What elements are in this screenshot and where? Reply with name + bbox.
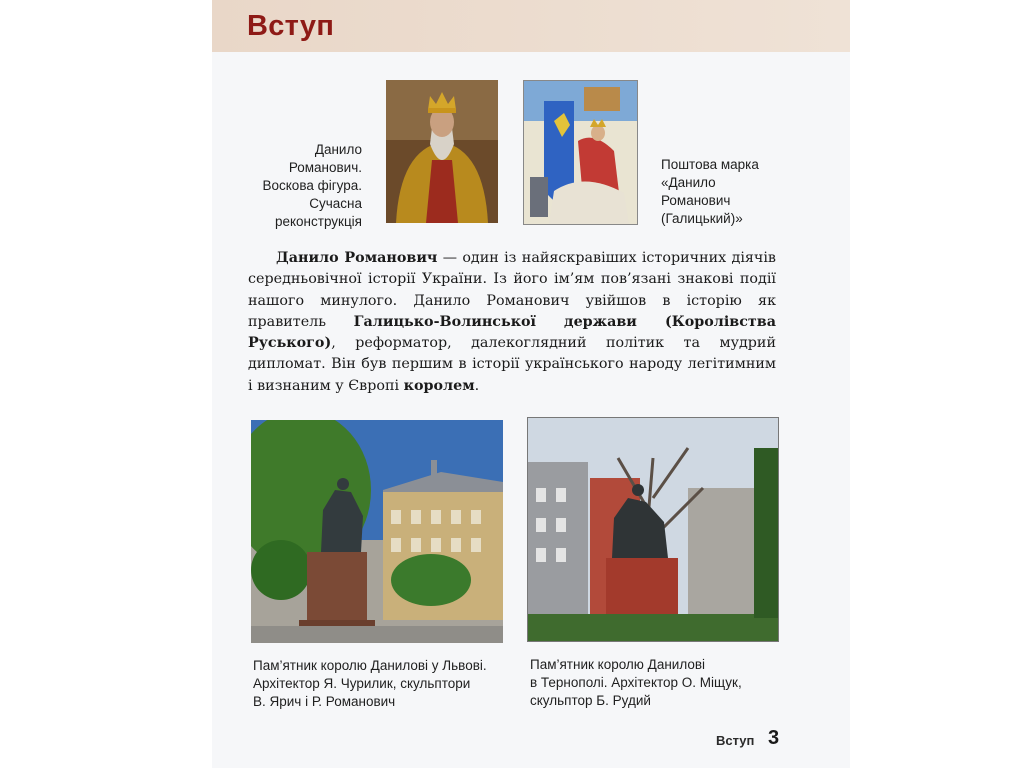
caption-line: Поштова марка <box>661 157 759 172</box>
stamp-caption <box>661 156 791 228</box>
footer-section-label: Вступ <box>716 733 755 748</box>
caption-line: скульптор Б. Рудий <box>530 693 651 708</box>
caption-line: Архітектор Я. Чурилик, скульптори <box>253 676 471 691</box>
caption-line: В. Ярич і Р. Романович <box>253 694 396 709</box>
caption-line: Воскова фігура. <box>262 178 362 193</box>
ternopil-monument-caption <box>530 656 780 710</box>
lviv-monument-caption <box>253 657 523 711</box>
bold-term: Данило Романович <box>276 250 438 266</box>
paragraph-text: . <box>474 377 480 394</box>
caption-line: реконструкція <box>274 214 362 229</box>
caption-line: Пам’ятник королю Данилові <box>530 657 706 672</box>
bold-term: королем <box>403 377 475 394</box>
intro-paragraph <box>248 248 776 397</box>
caption-line: Сучасна <box>309 196 362 211</box>
caption-line: Романович. <box>288 160 362 175</box>
paragraph-text: , реформатор, далекоглядний політик та мудрий дипломат. Він був першим в історії українського народу легітимним і визнаним у Європі <box>248 335 776 394</box>
caption-line: Данило <box>314 142 362 157</box>
caption-line: Пам’ятник королю Данилові у Львові. <box>253 658 487 673</box>
caption-line: (Галицький)» <box>661 211 743 226</box>
lviv-monument-photo <box>251 420 503 643</box>
bold-term: Галицько-Волинської держави (Королівства Руського) <box>248 313 776 352</box>
caption-line: «Данило <box>661 175 716 190</box>
caption-line: Романович <box>661 193 731 208</box>
page-number: 3 <box>768 727 780 749</box>
postage-stamp-image <box>523 80 638 225</box>
ternopil-monument-photo <box>527 417 779 642</box>
paragraph-text: — один із найяскравіших історичних діячів середньовічної історії України. Із його ім’ям пов’язані знакові події нашого минулого. Данило Романович увійшов в історію як правитель <box>248 250 776 330</box>
wax-figure-photo <box>386 80 498 223</box>
caption-line: в Тернополі. Архітектор О. Міщук, <box>530 675 742 690</box>
wax-figure-caption <box>240 141 362 231</box>
section-title: Вступ <box>247 10 335 42</box>
